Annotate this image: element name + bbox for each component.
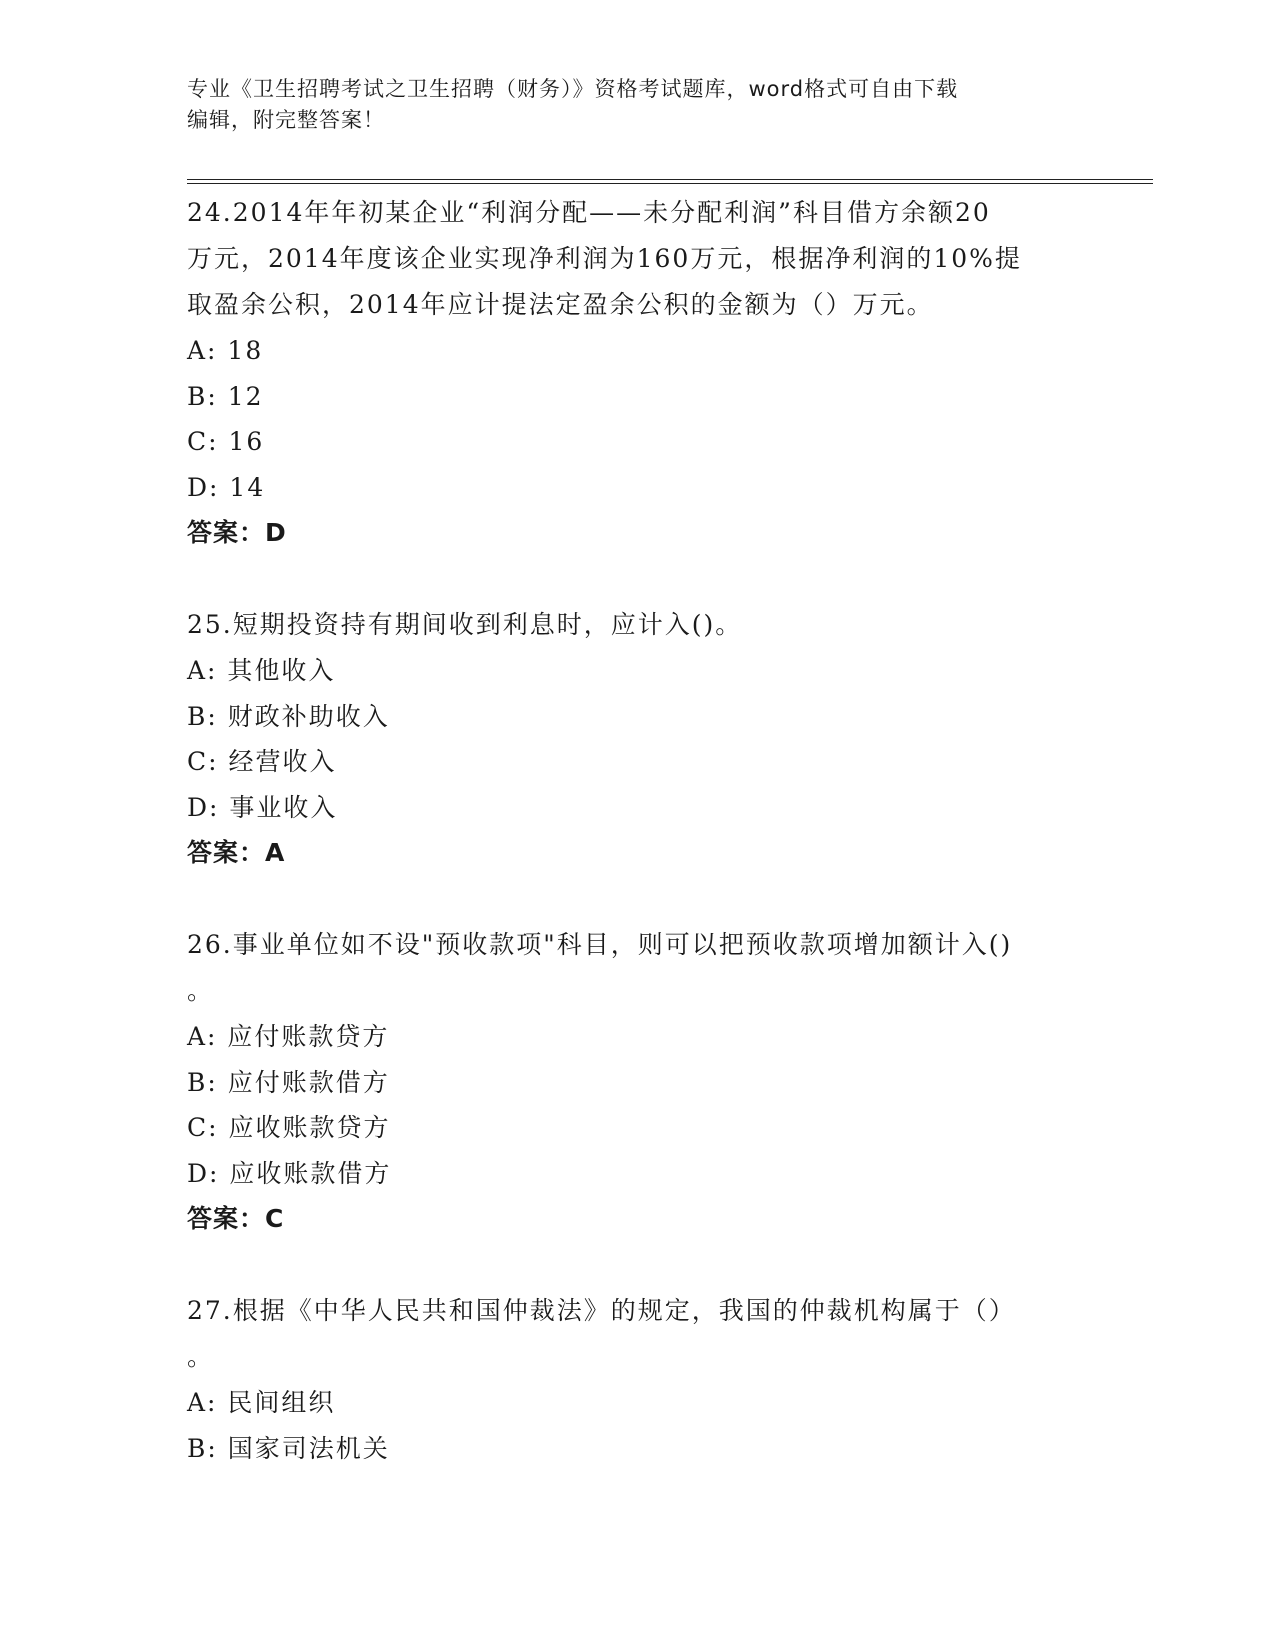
option-a: A: 民间组织 xyxy=(187,1388,336,1417)
question-stem-line: 26.事业单位如不设"预收款项"科目，则可以把预收款项增加额计入() xyxy=(187,930,1013,959)
question-stem-line: 25.短期投资持有期间收到利息时，应计入()。 xyxy=(187,610,743,639)
question-stem-line: 24.2014年年初某企业“利润分配——未分配利润”科目借方余额20 xyxy=(187,198,991,227)
question-stem-line: 27.根据《中华人民共和国仲裁法》的规定，我国的仲裁机构属于（） xyxy=(187,1296,1016,1325)
question-stem-line: 。 xyxy=(187,976,215,1005)
question-stem-line: 。 xyxy=(187,1342,215,1371)
option-c: C: 应收账款贷方 xyxy=(187,1113,391,1142)
header-line-2: 编辑，附完整答案！ xyxy=(187,108,385,132)
option-c: C: 经营收入 xyxy=(187,747,337,776)
page-header xyxy=(187,74,1067,136)
question-27 xyxy=(187,1288,1087,1471)
option-b: B: 应付账款借方 xyxy=(187,1067,390,1097)
question-stem-line: 万元，2014年度该企业实现净利润为160万元，根据净利润的10%提 xyxy=(187,244,1022,273)
option-b: B: 12 xyxy=(187,381,264,411)
option-a: A: 其他收入 xyxy=(187,656,336,685)
option-a: A: 应付账款贷方 xyxy=(187,1022,390,1051)
header-line-1: 专业《卫生招聘考试之卫生招聘（财务）》资格考试题库，word格式可自由下载 xyxy=(187,77,959,101)
header-divider xyxy=(187,179,1153,184)
answer-line: 答案：C xyxy=(187,1204,285,1233)
option-b: B: 财政补助收入 xyxy=(187,701,390,731)
option-d: D: 应收账款借方 xyxy=(187,1158,392,1188)
option-c: C: 16 xyxy=(187,427,265,456)
question-25 xyxy=(187,602,1087,876)
option-d: D: 14 xyxy=(187,472,266,502)
option-d: D: 事业收入 xyxy=(187,792,338,822)
option-a: A: 18 xyxy=(187,336,264,365)
question-24 xyxy=(187,190,1087,556)
answer-line: 答案：A xyxy=(187,838,286,867)
question-stem-line: 取盈余公积，2014年应计提法定盈余公积的金额为（）万元。 xyxy=(187,290,934,319)
question-list xyxy=(187,190,1087,1517)
answer-line: 答案：D xyxy=(187,518,287,547)
question-26 xyxy=(187,922,1087,1242)
option-b: B: 国家司法机关 xyxy=(187,1433,390,1463)
